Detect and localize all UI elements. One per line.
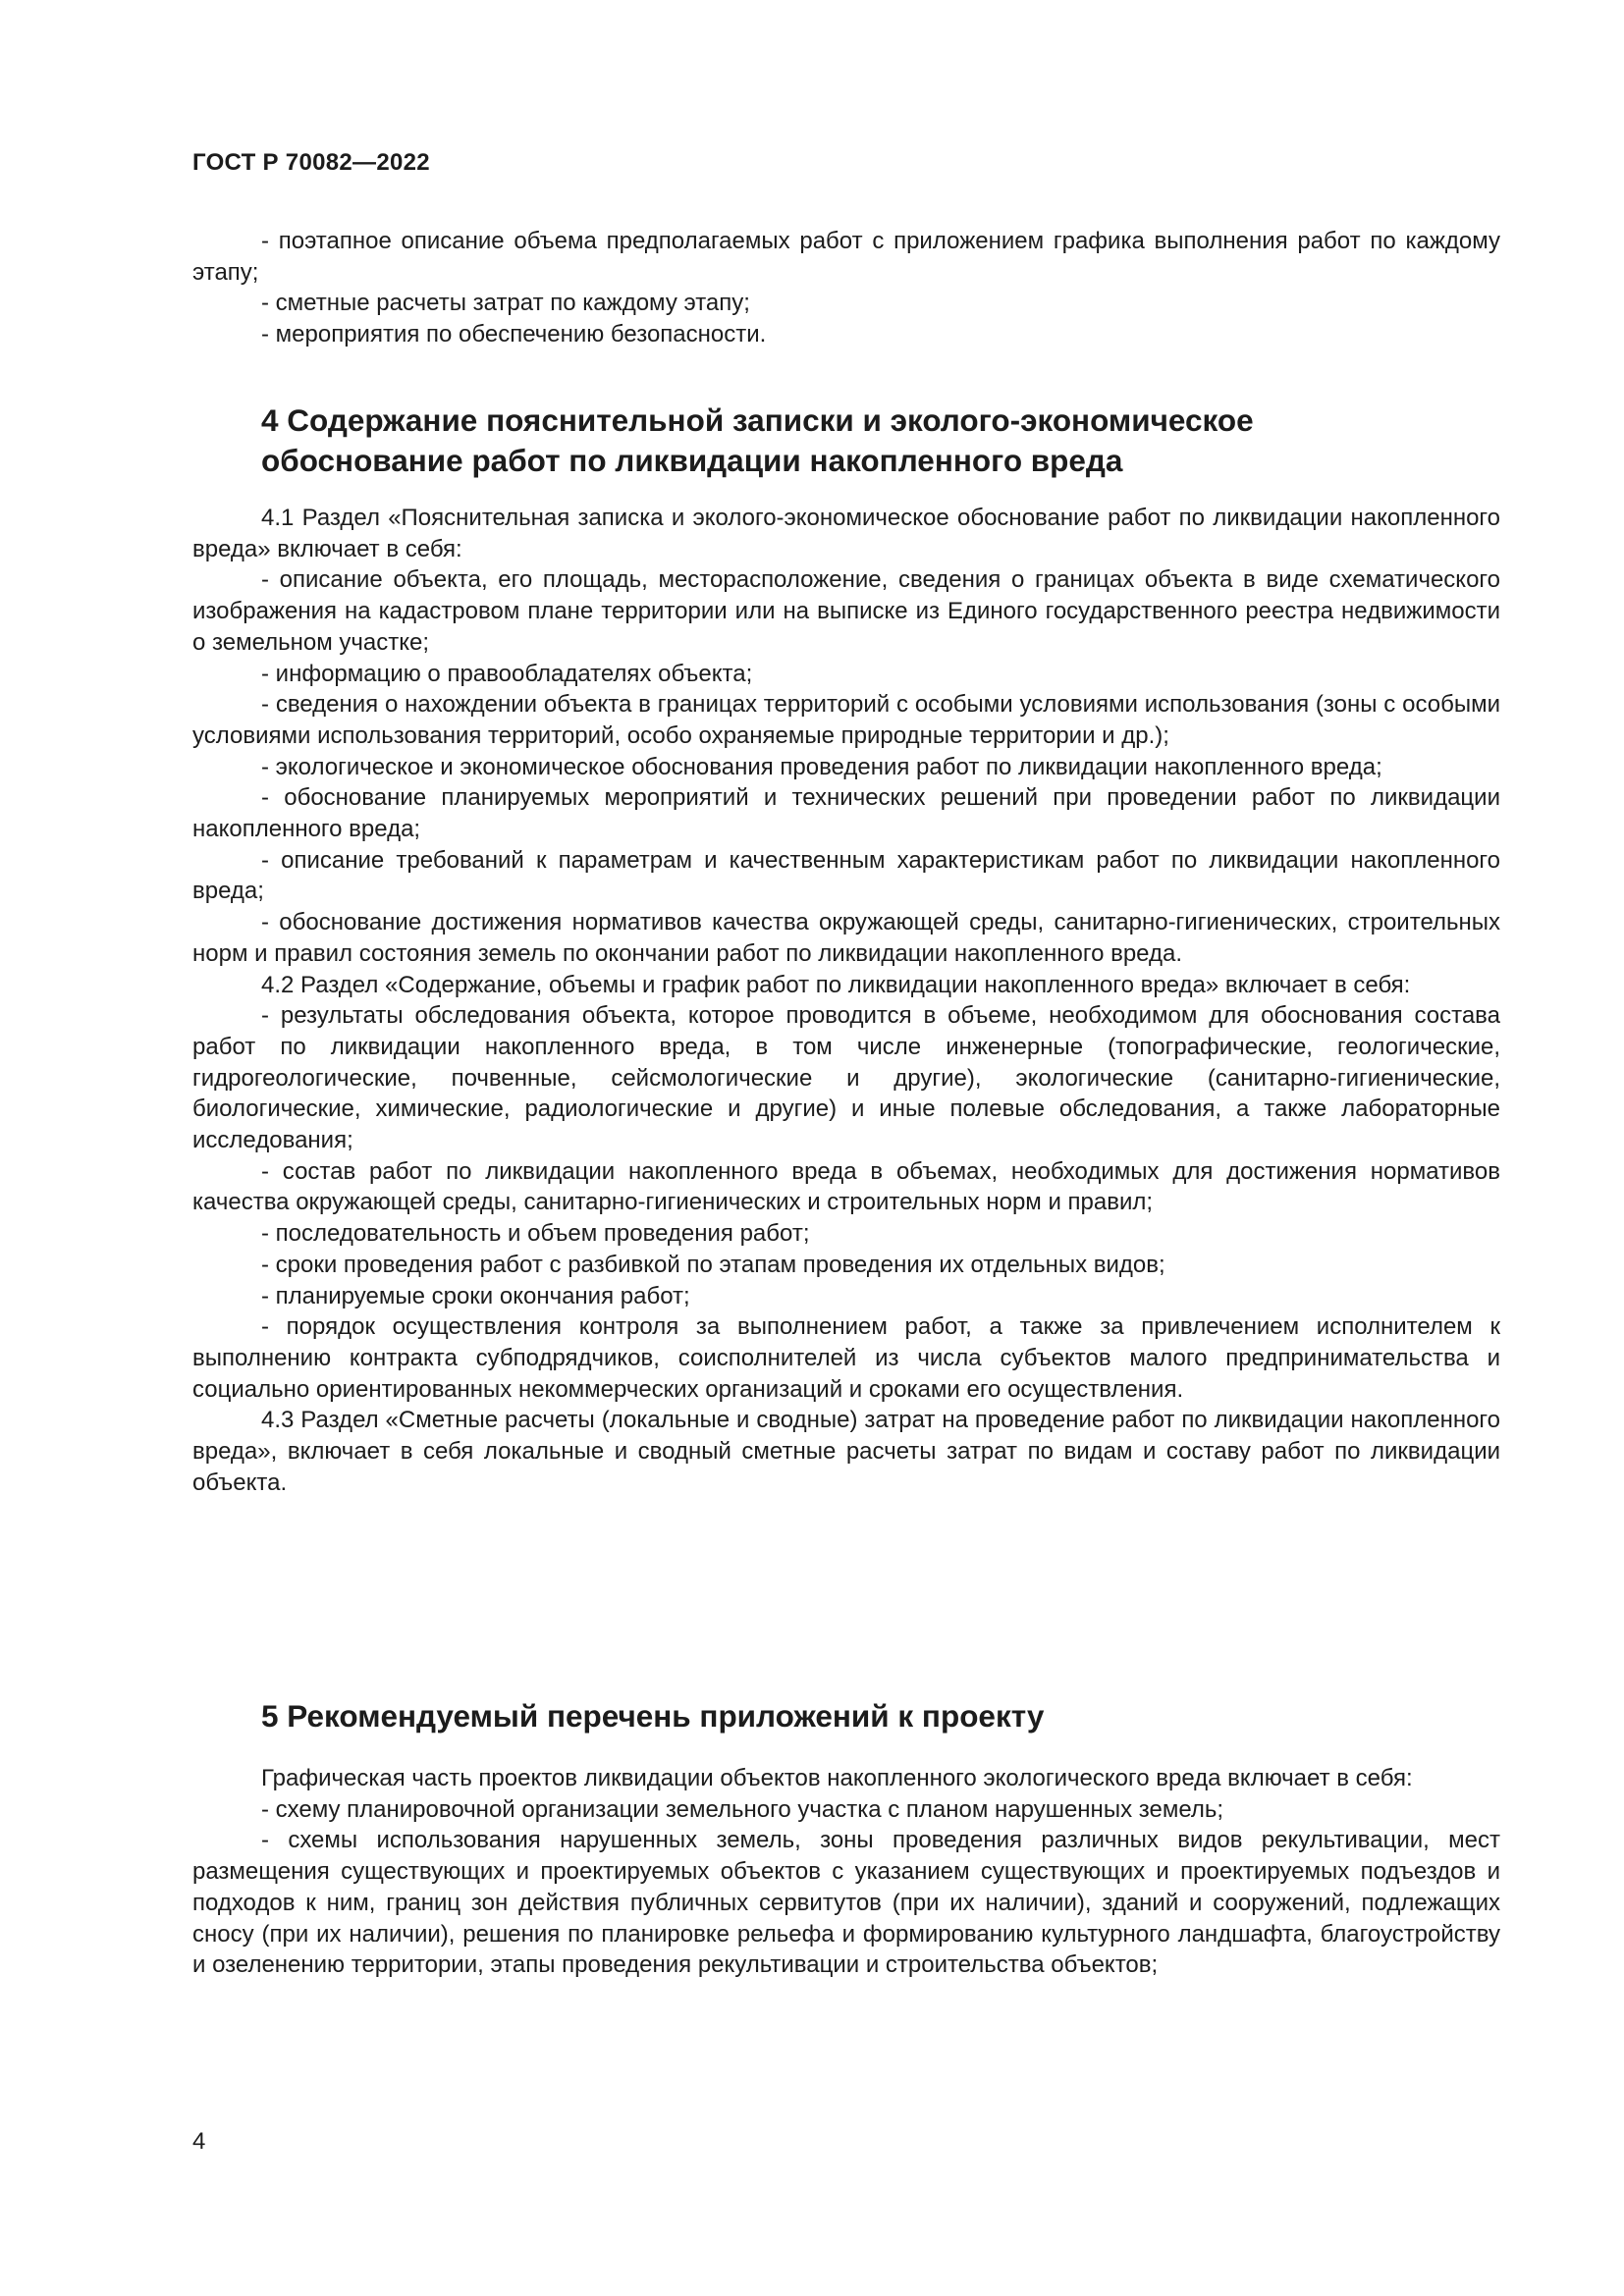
standard-code-header: ГОСТ Р 70082—2022 bbox=[192, 149, 430, 176]
list-item: - схемы использования нарушенных земель, зоны проведения различных видов рекультивации, мест размещения существующих и проектируемых объектов с указанием существующих и проектируемых подъездов и подходов к ним, границ зон действия публичных сервитутов (при их наличии), зданий и сооружений, подлежащих сносу (при их наличии), решения по планировке рельефа и формированию культурного ландшафта, благоустройству и озеленению территории, этапы проведения рекультивации и строительства объектов; bbox=[192, 1827, 1500, 1979]
page-number: 4 bbox=[192, 2128, 206, 2155]
list-item: - поэтапное описание объема предполагаемых работ с приложением графика выполнения работ по каждому этапу; bbox=[192, 228, 1500, 286]
list-item: - порядок осуществления контроля за выполнением работ, а также за привлечением исполнителем к выполнению контракта субподрядчиков, соисполнителей из числа субъектов малого предпринимательства и социально ориентированных некоммерческих организаций и сроками его осуществления. bbox=[192, 1313, 1500, 1403]
list-item: - описание объекта, его площадь, месторасположение, сведения о границах объекта в виде схематического изображения на кадастровом плане территории или на выписке из Единого государственного реестра недвижимости о земельном участке; bbox=[192, 566, 1500, 656]
list-item: - схему планировочной организации земельного участка с планом нарушенных земель; bbox=[261, 1795, 1224, 1823]
section-5-heading: 5 Рекомендуемый перечень приложений к проекту bbox=[261, 1698, 1045, 1734]
list-item: - последовательность и объем проведения работ; bbox=[261, 1220, 810, 1248]
paragraph-4-2: 4.2 Раздел «Содержание, объемы и график работ по ликвидации накопленного вреда» включает в себя: bbox=[261, 971, 1411, 998]
section-4-heading-line-2: обоснование работ по ликвидации накопленного вреда bbox=[261, 443, 1123, 478]
paragraph-5-intro: Графическая часть проектов ликвидации объектов накопленного экологического вреда включает в себя: bbox=[261, 1765, 1413, 1791]
list-item: - информацию о правообладателях объекта; bbox=[261, 660, 753, 687]
list-item: - результаты обследования объекта, которое проводится в объеме, необходимом для обоснования состава работ по ликвидации накопленного вреда, в том числе инженерные (топографические, геологические, гидрогеологические, почвенные, сейсмологические и другие), экологические (санитарно-гигиенические, биологические, химические, радиологические и другие) и иные полевые обследования, а также лабораторные исследования; bbox=[192, 1002, 1500, 1154]
list-item: - состав работ по ликвидации накопленного вреда в объемах, необходимых для достижения нормативов качества окружающей среды, санитарно-гигиенических и строительных норм и правил; bbox=[192, 1157, 1500, 1216]
section-4-heading-line-1: 4 Содержание пояснительной записки и эколого-экономическое bbox=[261, 402, 1254, 438]
list-item: - мероприятия по обеспечению безопасности. bbox=[261, 321, 767, 348]
section-4-body bbox=[192, 503, 1500, 1499]
list-item: - экологическое и экономическое обоснования проведения работ по ликвидации накопленного вреда; bbox=[261, 753, 1382, 780]
list-item: - описание требований к параметрам и качественным характеристикам работ по ликвидации накопленного вреда; bbox=[192, 846, 1500, 905]
paragraph-4-3: 4.3 Раздел «Сметные расчеты (локальные и сводные) затрат на проведение работ по ликвидации накопленного вреда», включает в себя локальные и сводный сметные расчеты затрат по видам и составу работ по ликвидации объекта. bbox=[192, 1407, 1500, 1496]
list-item: - обоснование планируемых мероприятий и технических решений при проведении работ по ликвидации накопленного вреда; bbox=[192, 784, 1500, 843]
list-item: - обоснование достижения нормативов качества окружающей среды, санитарно-гигиенических, строительных норм и правил состояния земель по окончании работ по ликвидации накопленного вреда. bbox=[192, 909, 1500, 967]
section-5-body bbox=[192, 1763, 1500, 1981]
list-item: - сроки проведения работ с разбивкой по этапам проведения их отдельных видов; bbox=[261, 1251, 1165, 1278]
list-item: - сметные расчеты затрат по каждому этапу; bbox=[261, 290, 750, 317]
paragraph-4-1: 4.1 Раздел «Пояснительная записка и эколого-экономическое обоснование работ по ликвидации накопленного вреда» включает в себя: bbox=[192, 505, 1500, 562]
list-item: - сведения о нахождении объекта в границах территорий с особыми условиями использования (зоны с особыми условиями использования территорий, особо охраняемые природные территории и др.); bbox=[192, 691, 1500, 749]
intro-list bbox=[192, 226, 1500, 350]
list-item: - планируемые сроки окончания работ; bbox=[261, 1282, 690, 1309]
section-4-heading bbox=[261, 400, 1439, 481]
